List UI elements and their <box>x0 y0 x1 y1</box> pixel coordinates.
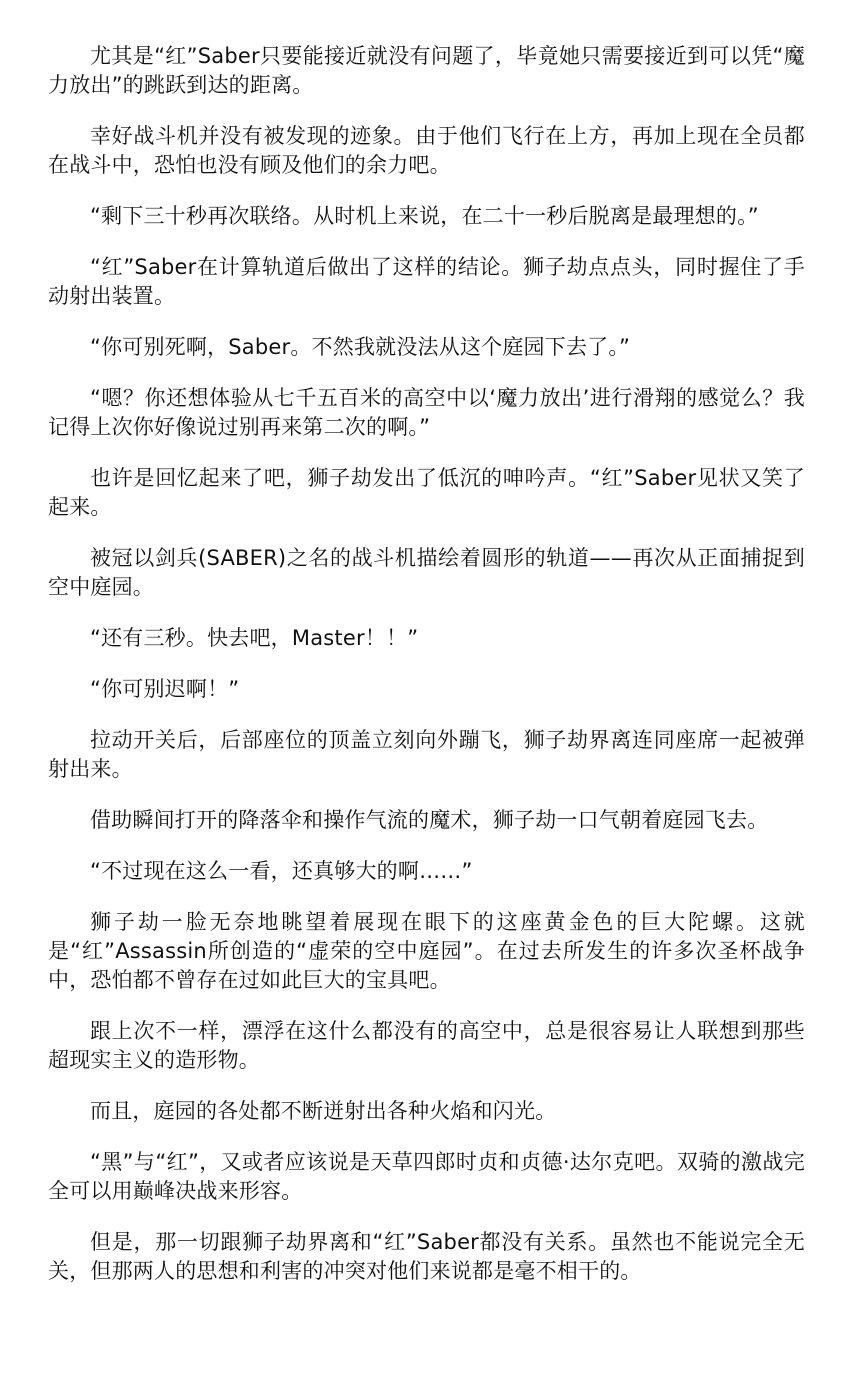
document-body <box>48 42 805 1308</box>
paragraph-6: “嗯？你还想体验从七千五百米的高空中以‘魔力放出’进行滑翔的感觉么？我记得上次你好像说过别再来第二次的啊。” <box>48 386 805 439</box>
paragraph-3: “剩下三十秒再次联络。从时机上来说，在二十一秒后脱离是最理想的。” <box>90 204 759 228</box>
paragraph-7: 也许是回忆起来了吧，狮子劫发出了低沉的呻吟声。“红”Saber见状又笑了起来。 <box>48 466 805 519</box>
paragraph-4: “红”Saber在计算轨道后做出了这样的结论。狮子劫点点头，同时握住了手动射出装置。 <box>48 255 805 308</box>
paragraph-13: “不过现在这么一看，还真够大的啊……” <box>90 859 473 883</box>
paragraph-2: 幸好战斗机并没有被发现的迹象。由于他们飞行在上方，再加上现在全员都在战斗中，恐怕也没有顾及他们的余力吧。 <box>48 124 805 177</box>
paragraph-14: 狮子劫一脸无奈地眺望着展现在眼下的这座黄金色的巨大陀螺。这就是“红”Assassin所创造的“虚荣的空中庭园”。在过去所发生的许多次圣杯战争中，恐怕都不曾存在过如此巨大的宝具吧。 <box>48 910 805 992</box>
paragraph-15: 跟上次不一样，漂浮在这什么都没有的高空中，总是很容易让人联想到那些超现实主义的造形物。 <box>48 1019 805 1072</box>
paragraph-9: “还有三秒。快去吧，Master！！” <box>90 626 419 650</box>
paragraph-5: “你可别死啊，Saber。不然我就没法从这个庭园下去了。” <box>90 335 631 359</box>
paragraph-16: 而且，庭园的各处都不断迸射出各种火焰和闪光。 <box>90 1099 557 1123</box>
paragraph-10: “你可别迟啊！” <box>90 677 240 701</box>
paragraph-12: 借助瞬间打开的降落伞和操作气流的魔术，狮子劫一口气朝着庭园飞去。 <box>90 808 769 832</box>
paragraph-18: 但是，那一切跟狮子劫界离和“红”Saber都没有关系。虽然也不能说完全无关，但那两人的思想和利害的冲突对他们来说都是毫不相干的。 <box>48 1230 805 1283</box>
paragraph-11: 拉动开关后，后部座位的顶盖立刻向外蹦飞，狮子劫界离连同座席一起被弹射出来。 <box>48 728 805 781</box>
paragraph-8: 被冠以剑兵(SABER)之名的战斗机描绘着圆形的轨道——再次从正面捕捉到空中庭园。 <box>48 546 805 599</box>
paragraph-17: “黑”与“红”，又或者应该说是天草四郎时贞和贞德·达尔克吧。双骑的激战完全可以用巅峰决战来形容。 <box>48 1150 805 1203</box>
paragraph-1: 尤其是“红”Saber只要能接近就没有问题了，毕竟她只需要接近到可以凭“魔力放出”的跳跃到达的距离。 <box>48 44 805 97</box>
